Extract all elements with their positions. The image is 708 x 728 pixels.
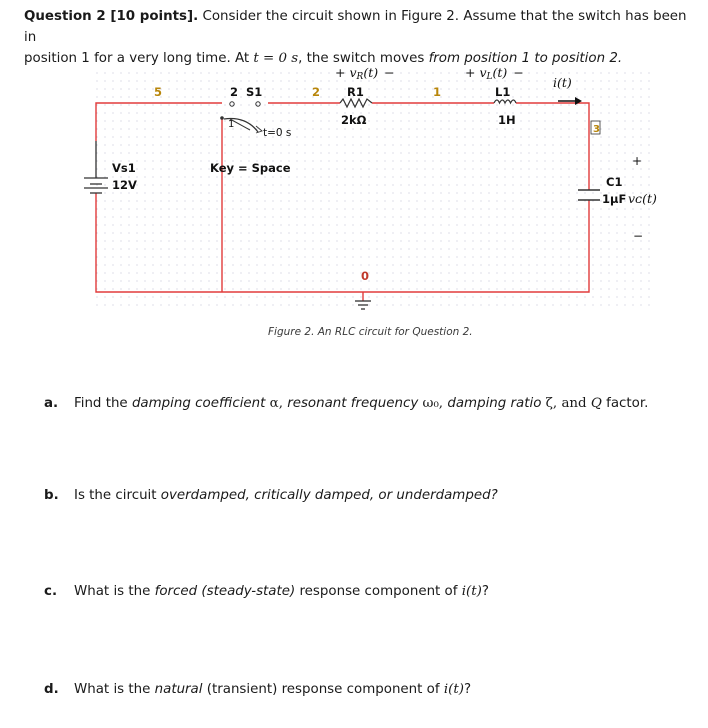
switch-s1-label: 2 S1 xyxy=(230,85,263,99)
qa-alpha: α, xyxy=(265,396,288,411)
qd-text-1: What is the xyxy=(74,682,155,697)
question-b xyxy=(44,486,694,506)
question-d-label: d. xyxy=(44,682,59,697)
figure-caption: Figure 2. An RLC circuit for Question 2. xyxy=(268,326,473,338)
question-a-label: a. xyxy=(44,396,59,411)
qd-current: i(t) xyxy=(443,682,464,697)
qb-text-1: Is the circuit xyxy=(74,488,161,503)
intro-text-1: Consider the circuit shown in Figure 2. Assume that the switch has been in xyxy=(24,9,687,45)
qa-omega: ω₀, xyxy=(418,396,448,411)
r1-name: R1 xyxy=(347,85,364,99)
switch-time: t=0 s xyxy=(263,127,292,139)
cap-name: C1 xyxy=(606,175,623,189)
vl-label: + vL(t) − xyxy=(465,65,524,82)
ground-node-label: 0 xyxy=(361,269,370,283)
qa-q: Q xyxy=(590,396,602,411)
qc-text-1: What is the xyxy=(74,584,155,599)
qa-term-resonant: resonant frequency xyxy=(287,396,419,411)
node-3-label: 3 xyxy=(593,124,600,135)
qc-text-2: forced (steady-state) xyxy=(154,584,296,599)
cap-minus: − xyxy=(633,229,644,243)
node-5-label: 5 xyxy=(154,85,163,99)
qa-text-1: Find the xyxy=(74,396,132,411)
qa-zeta: ζ, and xyxy=(541,396,591,411)
question-b-label: b. xyxy=(44,488,59,503)
question-title: Question 2 [10 points]. xyxy=(24,9,199,24)
intro-text-2a: position 1 for a very long time. At xyxy=(24,51,254,66)
intro-from-to: from position 1 to position 2. xyxy=(428,51,623,66)
key-label: Key = Space xyxy=(210,161,291,175)
cap-plus: + xyxy=(632,154,643,168)
source-name: Vs1 xyxy=(112,161,136,175)
node-2-label: 2 xyxy=(312,85,321,99)
qd-text-3: (transient) response component of xyxy=(202,682,444,697)
schematic-grid xyxy=(90,72,650,312)
qc-text-end: ? xyxy=(481,584,489,599)
question-a xyxy=(44,394,694,414)
qd-text-end: ? xyxy=(463,682,472,697)
qc-text-3: response component of xyxy=(295,584,462,599)
intro-text-2b: , the switch moves xyxy=(298,51,429,66)
qa-text-end: factor. xyxy=(601,396,649,411)
question-c-label: c. xyxy=(44,584,58,599)
current-label: i(t) xyxy=(553,75,572,90)
qd-text-2: natural xyxy=(154,682,203,697)
l1-name: L1 xyxy=(495,85,511,99)
time-equation: t = 0 s xyxy=(253,51,299,66)
qa-term-damping: damping coefficient xyxy=(131,396,266,411)
r1-value: 2kΩ xyxy=(341,113,367,127)
question-d xyxy=(44,680,694,700)
vr-label: + vR(t) − xyxy=(335,65,395,82)
question-c xyxy=(44,582,694,602)
source-value: 12V xyxy=(112,178,137,192)
node-1-label: 1 xyxy=(433,85,442,99)
cap-value: 1µF xyxy=(602,192,627,206)
qa-term-ratio: damping ratio xyxy=(447,396,542,411)
vc-label: vᴄ(t) xyxy=(628,191,657,206)
switch-position-1: 1 xyxy=(228,119,235,130)
l1-value: 1H xyxy=(498,113,516,127)
qc-current: i(t) xyxy=(461,584,482,599)
qb-text-2: overdamped, critically damped, or underdamped? xyxy=(160,488,498,503)
